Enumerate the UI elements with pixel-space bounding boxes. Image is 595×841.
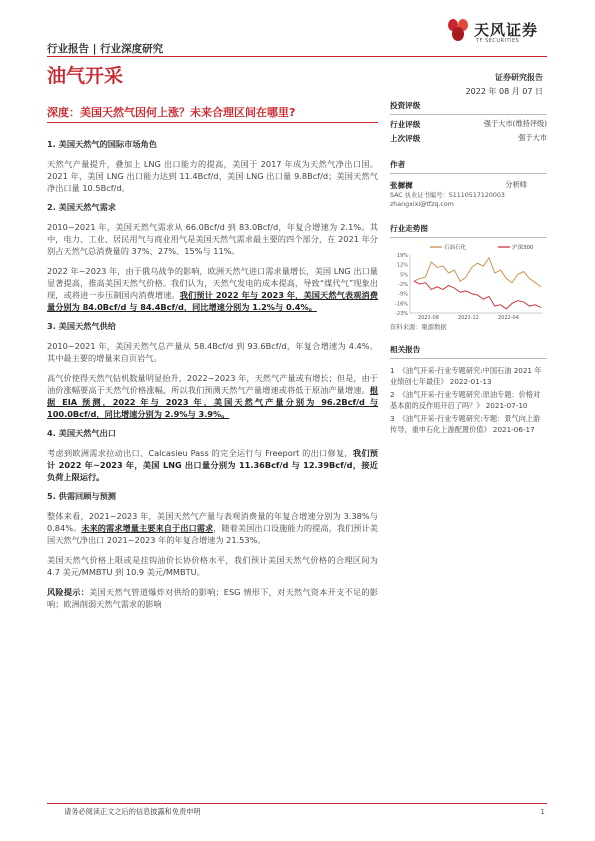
paragraph [47,510,378,546]
sidebar-divider [390,237,547,238]
y-tick-label: 5% [400,272,408,279]
paragraph [47,554,378,578]
section-heading: 4. 美国天然气出口 [47,428,116,438]
trend-chart-title: 行业走势图 [390,224,428,233]
y-tick-label: -2% [398,282,408,288]
body-text: 2010~2021 年，美国天然气需求从 66.0Bcf/d 到 83.0Bcf/d，年复合增速为 2.1%。其中，电力、工业、居民用气与商业用气是美国天然气需求最主要的四个部分，在 2021 年分别占天然气总消费量的 37%、27%、15%与 11%。 [47,222,378,256]
section [47,202,378,313]
section [47,139,378,194]
paragraph [47,265,378,313]
body-text: 美国天然气管道爆炸对供给的影响；ESG 情形下，对天然气资本开支不足的影响；欧洲削弱天然气需求的影响 [47,587,378,609]
section [47,321,378,420]
page-number: 1 [540,807,545,816]
emphasis-text: 未来的需求增量主要来自于出口需求 [81,523,214,533]
y-tick-label: -16% [395,301,408,308]
body-text: 天然气产量提升，叠加上 LNG 出口能力的提高，美国于 2017 年成为天然气净出口国。2021 年，美国 LNG 出口能力达到 11.4Bcf/d，美国 LNG 出口量 9.8Bcf/d；美国天然气净出口量 10.5Bcf/d。 [47,159,378,193]
related-report-item[interactable] [390,365,547,387]
x-tick-label: 2022-04 [498,315,519,321]
trend-chart-svg [390,241,547,321]
industry-rating-row [390,117,547,131]
section-heading: 1. 美国天然气的国际市场角色 [47,139,157,149]
logo-name: 天风证券 [474,21,539,39]
sidebar [390,100,547,437]
analyst-cert: SAC 执业证书编号：S1110517120003 [390,192,505,199]
industry-rating-value: 强于大市(维持评级) [483,119,547,128]
body-text: 整体来看，2021~2023 年，美国天然气产量与表观消费量的年复合增速分别为 3.38%与 0.84%。 [47,511,378,533]
rating-title: 投资评级 [390,101,421,110]
analyst-name: 张樨樨 [390,181,413,190]
emphasis-text: 我们预计 2022 年与 2023 年，美国天然气表观消费量分别为 84.0Bcf/d 与 84.4Bcf/d，同比增速分别为 1.2%与 0.4%。 [47,290,378,312]
sidebar-divider [390,173,547,174]
related-report-number: 1 [390,366,395,375]
sidebar-divider [390,114,547,115]
y-tick-label: 19% [396,253,408,259]
section [47,491,378,610]
section-heading: 5. 供需回顾与预测 [47,491,116,501]
header-divider [47,56,547,57]
series-line [414,281,541,309]
series-line [414,258,541,287]
related-report-item[interactable] [390,413,547,435]
paragraph [47,447,378,483]
x-tick-label: 2021-08 [418,315,439,321]
previous-rating-value: 强于大市 [518,133,547,142]
related-reports-title: 相关报告 [390,345,421,354]
report-title: 深度：美国天然气因何上涨？未来合理区间在哪里? [47,106,296,119]
related-report-text: 《油气开采-行业专题研究:专题：景气向上游传导，重申石化上游配置价值》 2021-06-17 [390,414,541,434]
related-report-text: 《油气开采-行业专题研究:中国石油 2021 年业绩创七年最佳》 2022-01-13 [390,366,542,386]
body-text: 高气价使得天然气钻机数量明显抬升，2022~2023 年，天然气产量或有增长；但是，由于油价涨幅要高于天然气价格涨幅，所以我们预测天然气产量增速或将低于原油产量增速。 [47,373,378,395]
body-text: 2010~2021 年，美国天然气总产量从 58.4Bcf/d 到 93.6Bcf/d，年复合增速为 4.4%。其中最主要的增量来自页岩气。 [47,341,378,363]
logo-subtitle: TF SECURITIES [476,38,520,44]
emphasis-text: 根据 EIA 预测，2022 年与 2023 年，美国天然气产量分别为 96.2Bcf/d 与 100.0Bcf/d，同比增速分别为 2.9%与 3.9%。 [47,385,378,419]
footer-divider [47,803,547,804]
analyst-role: 分析师 [505,180,527,189]
report-type: 证券研究报告 [495,73,543,82]
paragraph [47,340,378,364]
main-content [47,139,378,618]
body-text: 2022 年~2023 年，由于俄乌战争的影响，欧洲天然气进口需求量增长，美国 LNG 出口量显著提高，推高美国天然气价格。我们认为，天然气发电的成本提高，导致“煤代气”现象出现，或将进一步压制国内消费增速。 [47,266,378,300]
y-tick-label: -23% [395,311,408,317]
emphasis-text: 风险提示： [47,587,90,597]
emphasis-text: 我们预计 2022 年~2023 年，美国 LNG 出口量分别为 11.36Bcf/d 与 12.39Bcf/d，接近负荷上限运行。 [47,448,378,482]
logo-icon [445,18,471,42]
analyst-email[interactable]: zhangxixi@tfzq.com [390,201,454,208]
legend-label: 石油石化 [444,245,467,251]
related-report-text: 《油气开采-行业专题研究:原油专题：价格对基本面的反作用开启了吗？》 2021-07-10 [390,390,541,410]
sidebar-divider [390,358,547,359]
body-text: ，随着美国出口设施能力的提高，我们预计美国天然气净出口 2021~2023 年的年复合增速为 21.53%。 [47,523,378,545]
report-date: 2022 年 08 月 07 日 [465,87,543,96]
related-report-item[interactable] [390,389,547,411]
section-heading: 3. 美国天然气供给 [47,321,116,331]
trend-chart [390,241,547,321]
x-tick-label: 2021-12 [458,315,479,321]
paragraph [47,221,378,257]
legend-label: 沪深300 [512,245,534,251]
y-tick-label: 12% [396,262,408,269]
body-text: 考虑到欧洲需求拉动出口、Calcasieu Pass 的完全运行与 Freeport 的出口修复， [47,448,353,458]
industry-rating-label: 行业评级 [390,119,421,129]
body-text: 美国天然气价格上限或是挂钩油价长协价格水平，我们预计美国天然气价格的合理区间为 4.7 美元/MMBTU 到 10.9 美元/MMBTU。 [47,555,378,577]
related-report-number: 2 [390,390,395,399]
section [47,428,378,483]
analyst-row [390,180,547,191]
paragraph [47,372,378,420]
disclaimer: 请务必阅读正文之后的信息披露和免责申明 [64,807,201,816]
related-reports-list [390,365,547,435]
title-divider [47,122,378,123]
paragraph [47,158,378,194]
section-heading: 2. 美国天然气需求 [47,202,116,212]
previous-rating-label: 上次评级 [390,133,421,143]
chart-source: 资料来源：聚源数据 [390,324,447,331]
related-report-number: 3 [390,414,395,423]
sector-title: 油气开采 [47,65,124,87]
previous-rating-row [390,131,547,145]
report-category: 行业报告 | 行业深度研究 [47,43,164,55]
y-tick-label: -9% [398,291,408,298]
paragraph [47,586,378,610]
author-title: 作者 [390,160,406,169]
